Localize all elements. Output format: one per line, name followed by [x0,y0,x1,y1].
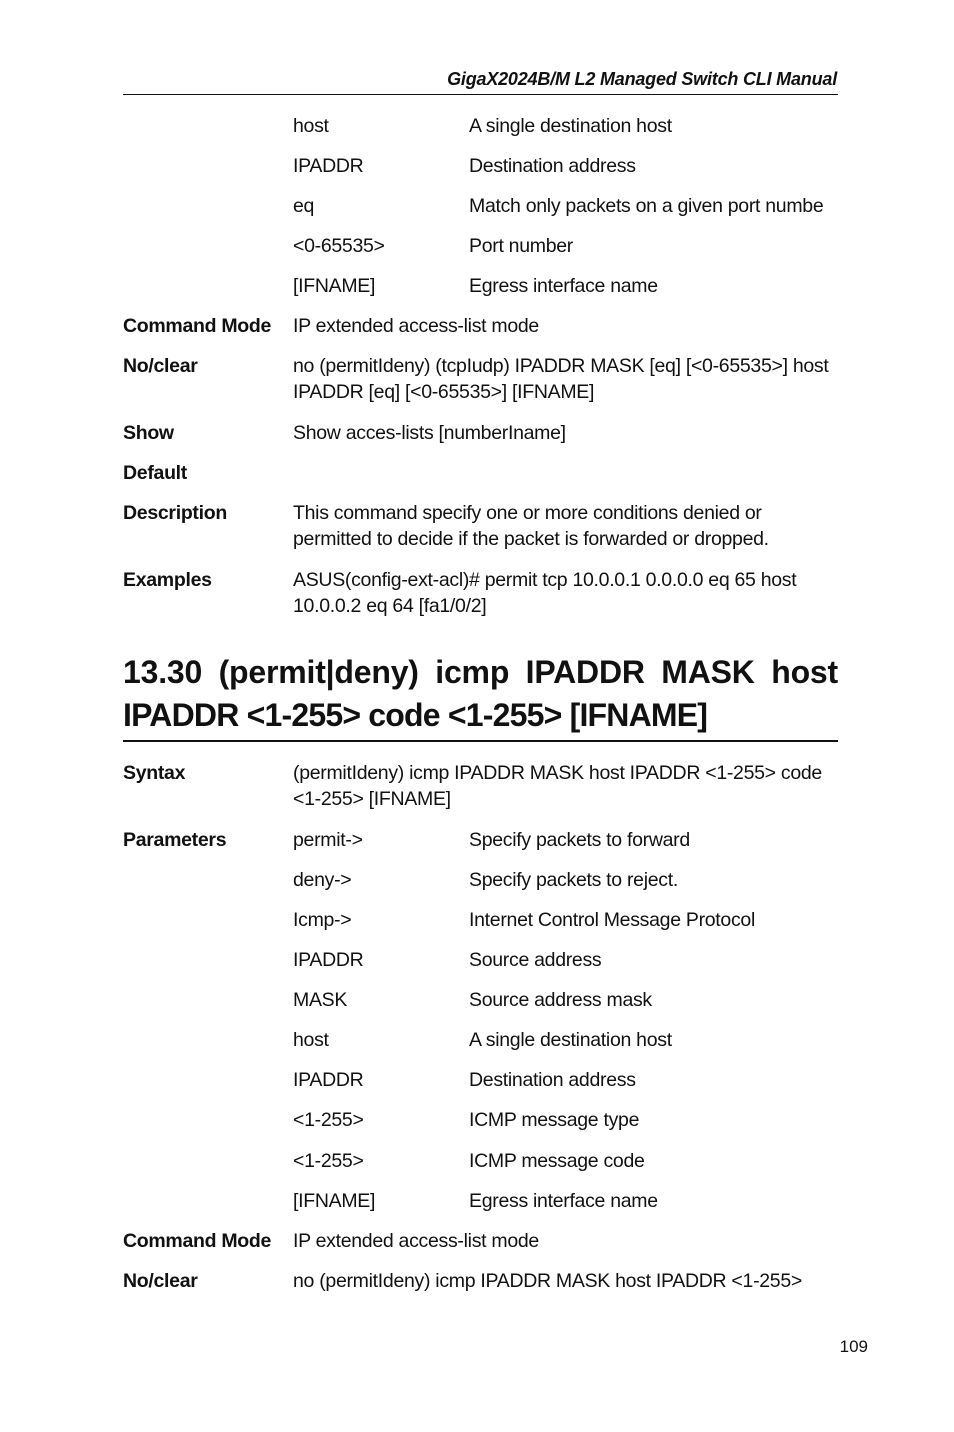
param-name: deny-> [293,869,352,891]
description-value: This command specify one or more conditions denied or permitted to decide if the packet is forwarded or dropped. [293,502,769,550]
param-name: IPADDR [293,1069,364,1091]
default-label: Default [123,462,187,484]
examples-value: ASUS(config-ext-acl)# permit tcp 10.0.0.1 0.0.0.0 eq 65 host 10.0.0.2 eq 64 [fa1/0/2] [293,569,797,617]
param-desc: Source address [469,949,602,971]
noclear-label: No/clear [123,355,198,377]
param-desc: Match only packets on a given port numbe [469,195,824,217]
param-desc: Egress interface name [469,275,658,297]
param-desc: ICMP message type [469,1109,640,1131]
param-name: <1-255> [293,1150,364,1172]
param-name: host [293,1029,329,1051]
noclear-value: no (permitIdeny) (tcpIudp) IPADDR MASK [eq] [<0-65535>] host IPADDR [eq] [<0-65535>] [IFNAME] [293,355,829,403]
command-mode-label: Command Mode [123,1230,272,1252]
header-rule [123,94,838,95]
param-name: permit-> [293,829,363,851]
param-name: <1-255> [293,1109,364,1131]
param-name: MASK [293,989,348,1011]
command-mode-value: IP extended access-list mode [293,315,539,337]
param-name: [IFNAME] [293,1190,376,1212]
param-name: <0-65535> [293,235,385,257]
param-name: eq [293,195,315,217]
param-desc: Specify packets to reject. [469,869,678,891]
param-desc: ICMP message code [469,1150,645,1172]
syntax-value: (permitIdeny) icmp IPADDR MASK host IPADDR <1-255> code <1-255> [IFNAME] [293,762,822,810]
param-desc: Specify packets to forward [469,829,690,851]
command-mode-value: IP extended access-list mode [293,1230,539,1252]
section-heading [123,651,838,737]
show-value: Show acces-lists [numberIname] [293,422,566,444]
command-mode-label: Command Mode [123,315,272,337]
section-rule [123,740,838,742]
param-desc: A single destination host [469,115,672,137]
syntax-label: Syntax [123,762,186,784]
noclear-label: No/clear [123,1270,198,1292]
examples-label: Examples [123,569,212,591]
param-desc: Source address mask [469,989,652,1011]
param-name: Icmp-> [293,909,352,931]
param-name: IPADDR [293,949,364,971]
param-name: host [293,115,329,137]
parameters-label: Parameters [123,829,227,851]
param-name: IPADDR [293,155,364,177]
param-desc: Port number [469,235,573,257]
section-heading-line1: 13.30 (permit|deny) icmp IPADDR MASK host [123,654,838,690]
show-label: Show [123,422,174,444]
description-label: Description [123,502,227,524]
param-desc: Internet Control Message Protocol [469,909,755,931]
param-desc: A single destination host [469,1029,672,1051]
param-desc: Destination address [469,155,636,177]
param-desc: Destination address [469,1069,636,1091]
section-heading-line2: IPADDR <1-255> code <1-255> [IFNAME] [123,697,708,733]
param-desc: Egress interface name [469,1190,658,1212]
noclear-value: no (permitIdeny) icmp IPADDR MASK host IPADDR <1-255> [293,1270,802,1292]
param-name: [IFNAME] [293,275,376,297]
page-number: 109 [839,1337,868,1356]
running-header-title: GigaX2024B/M L2 Managed Switch CLI Manual [447,69,837,89]
